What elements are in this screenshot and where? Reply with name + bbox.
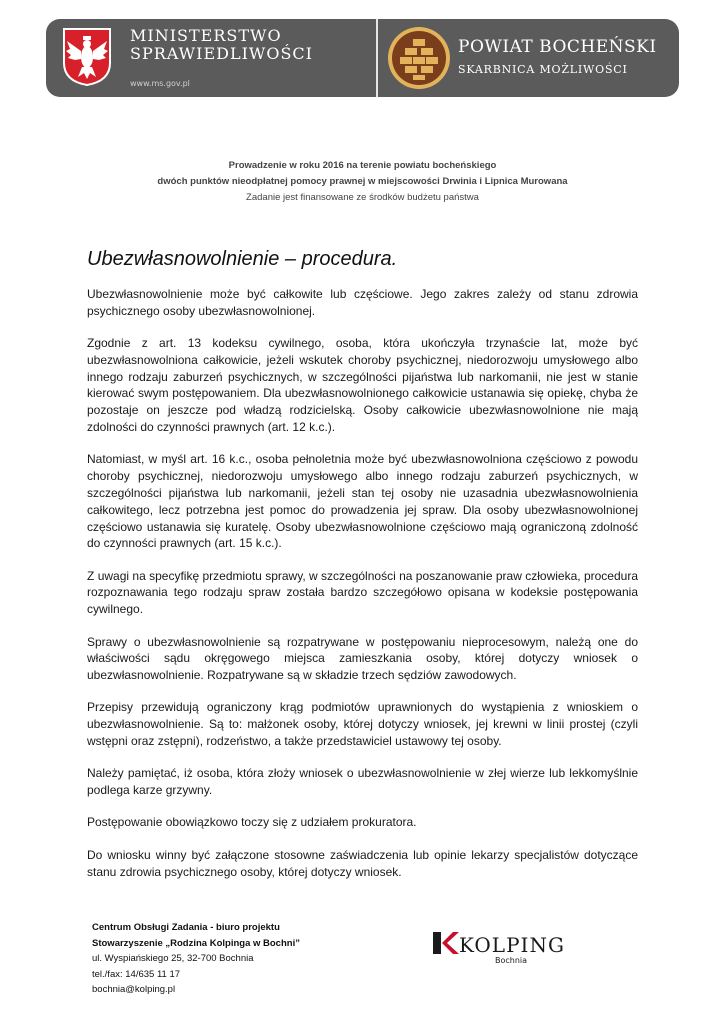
paragraph: Z uwagi na specyfikę przedmiotu sprawy, w szczególności na poszanowanie praw człowieka, procedura rozpoznawania tego rodzaju spraw została bardzo szczegółowo opisana w kodeksie postępowania cywilnego. [87,568,638,617]
kolping-logo-icon [433,930,563,966]
kolping-name: KOLPING [459,933,563,957]
footer-office: Centrum Obsługi Zadania - biuro projektu [92,922,280,933]
footer-address: ul. Wyspiańskiego 25, 32-700 Bochnia [92,953,254,964]
footer-contact [92,920,300,998]
powiat-title: POWIAT BOCHEŃSKI [458,37,657,57]
document-body [87,286,638,896]
paragraph: Należy pamiętać, iż osoba, która złoży wniosek o ubezwłasnowolnienie w złej wierze lub lekkomyślnie podlega karze grzywny. [87,766,638,798]
paragraph: Natomiast, w myśl art. 16 k.c., osoba pełnoletnia może być ubezwłasnowolniona częściowo z powodu choroby psychicznej, niedorozwoju umysłowego albo innego rodzaju zaburzeń psychicznych, w szczególności pijaństwa lub narkomanii, jeżeli stan tej osoby nie uzasadnia ubezwłasnowolnienia całkowitego, lecz potrzebna jest pomoc do prowadzenia jej spraw. Dla osoby ubezwłasnowolnionej częściowo ustanawia się kuratelę. Osoby ubezwłasnowolnione częściowo mają ograniczoną zdolność do czynności prawnych (art. 15 k.c.). [87,452,638,551]
footer-phone: tel./fax: 14/635 11 17 [92,968,181,980]
notice-line-3: Zadanie jest finansowane ze środków budżetu państwa [246,192,479,203]
document-title: Ubezwłasnowolnienie – procedura. [87,248,398,270]
ministry-name-line2: SPRAWIEDLIWOŚCI [130,44,313,63]
polish-eagle-emblem-icon [62,27,112,87]
banner-divider [376,19,378,97]
header-banner [46,19,679,97]
paragraph: Zgodnie z art. 13 kodeksu cywilnego, osoba, która ukończyła trzynaście lat, może być ubezwłasnowolniona całkowicie, jeżeli wskutek choroby psychicznej, niedorozwoju umysłowego albo innego rodzaju zaburzeń psychicznych, w szczególności pijaństwa lub narkomanii, nie jest w stanie kierować swym postępowaniem. Dla ubezwłasnowolnionego całkowicie ustanawia się opiekę, chyba że pozostaje on jeszcze pod władzą rodzicielską. Osoby całkowicie ubezwłasnowolnione nie mają zdolności do czynności prawnych (art. 12 k.c.). [87,336,638,435]
paragraph: Postępowanie obowiązkowo toczy się z udziałem prokuratora. [87,815,417,830]
kolping-logo [433,930,563,966]
paragraph: Ubezwłasnowolnienie może być całkowite lub częściowe. Jego zakres zależy od stanu zdrowia psychicznego osoby ubezwłasnowolnionej. [87,287,638,318]
paragraph: Przepisy przewidują ograniczony krąg podmiotów uprawnionych do wystąpienia z wnioskiem o ubezwłasnowolnienie. Są to: małżonek osoby, której dotyczy wniosek, jej krewni w linii prostej (czyli wstępni oraz zstępni), rodzeństwo, a także przedstawiciel ustawowy tej osoby. [87,700,638,749]
notice-line-1: Prowadzenie w roku 2016 na terenie powiatu bocheńskiego [228,160,497,171]
kolping-city: Bochnia [495,956,528,965]
powiat-bochenski-logo-icon [386,25,452,91]
footer-organization: Stowarzyszenie „Rodzina Kolpinga w Bochni” [92,937,300,949]
footer-email: bochnia@kolping.pl [92,984,176,995]
paragraph: Do wniosku winny być załączone stosowne zaświadczenia lub opinie lekarzy specjalistów dotyczące stanu zdrowia psychicznego osoby, której dotyczy wniosek. [87,847,638,879]
powiat-subtitle: SKARBNICA MOŻLIWOŚCI [458,63,628,76]
notice-line-2: dwóch punktów nieodpłatnej pomocy prawnej w miejscowości Drwinia i Lipnica Murowana [157,176,568,187]
paragraph: Sprawy o ubezwłasnowolnienie są rozpatrywane w postępowaniu nieprocesowym, należą one do właściwości sądu okręgowego miejsca zamieszkania osoby, której dotyczy wniosek o ubezwłasnowolnienie. Rozpatrywane są w składzie trzech sędziów zawodowych. [87,634,638,683]
ministry-name-line1: MINISTERSTWO [130,26,282,45]
ministry-name [130,27,313,63]
ministry-website: www.ms.gov.pl [130,79,190,88]
